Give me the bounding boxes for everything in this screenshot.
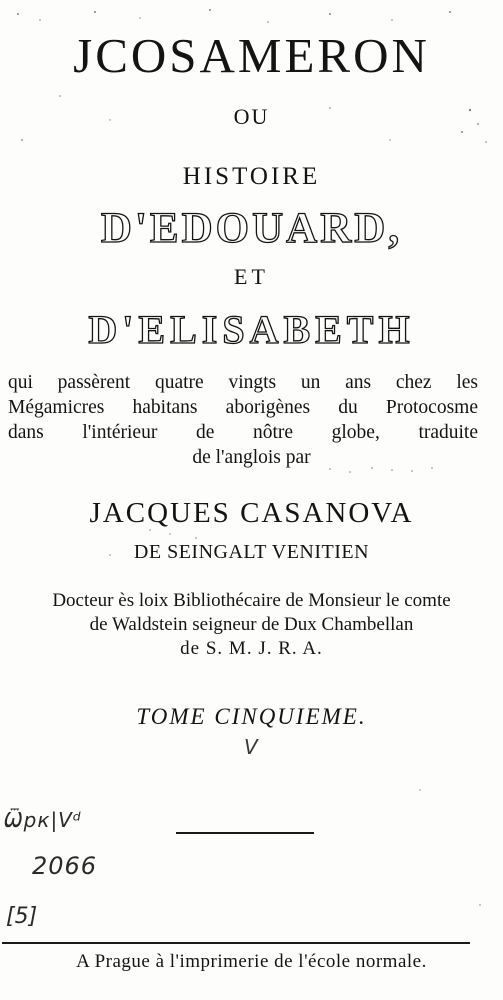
- title-conjunction-ou: OU: [233, 104, 270, 129]
- author-description-line-3: de S. M. J. R. A.: [180, 638, 323, 659]
- subtitle-line-1: qui passèrent quatre vingts un ans chez les: [8, 372, 478, 393]
- title-conjunction-et: ET: [234, 264, 269, 289]
- title-name-elisabeth: D'ELISABETH: [88, 307, 415, 352]
- handwritten-shelfmark: Ѿрк|Vᵈ: [4, 808, 82, 832]
- subtitle-line-3: dans l'intérieur de nôtre globe, traduite: [8, 422, 478, 443]
- subtitle-line-4: de l'anglois par: [192, 447, 311, 468]
- handwritten-volume-mark: V: [244, 735, 258, 759]
- title-name-edouard: D'EDOUARD,: [100, 205, 403, 252]
- short-divider-rule: [176, 832, 314, 834]
- handwritten-bracket-number: [5]: [6, 904, 38, 929]
- volume-label: TOME CINQUIEME.: [136, 704, 367, 729]
- author-title: DE SEINGALT VENITIEN: [133, 541, 370, 563]
- author-description-line-1: Docteur ès loix Bibliothécaire de Monsieur le comte: [52, 590, 451, 611]
- title-histoire: HISTOIRE: [182, 163, 321, 190]
- author-description-line-2: de Waldstein seigneur de Dux Chambellan: [89, 614, 414, 635]
- long-divider-rule: [2, 942, 470, 944]
- imprint-line: A Prague à l'imprimerie de l'école normale.: [76, 951, 427, 972]
- handwritten-number: 2066: [32, 852, 98, 880]
- subtitle-line-2: Mégamicres habitans aborigènes du Protocosme: [8, 397, 478, 418]
- author-name: JACQUES CASANOVA: [89, 497, 414, 529]
- book-main-title: JCOSAMERON: [73, 28, 430, 83]
